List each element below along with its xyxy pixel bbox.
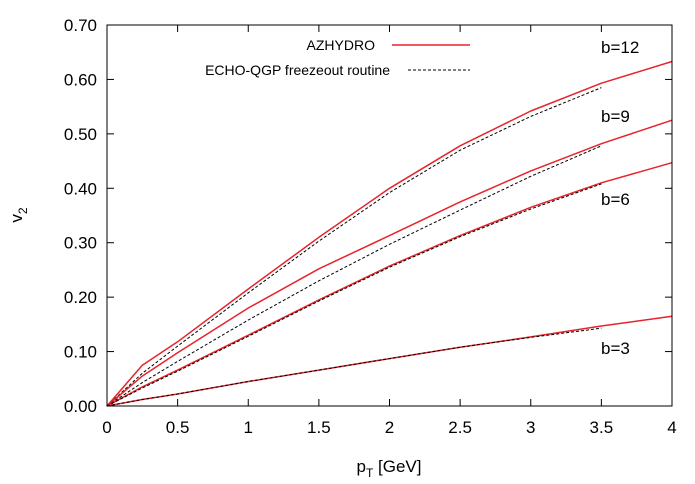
annotation-b12: b=12	[601, 38, 640, 57]
x-tick-label: 1.5	[307, 418, 331, 437]
legend-label-echo-qgp: ECHO-QGP freezeout routine	[205, 62, 390, 78]
y-tick-label: 0.70	[63, 16, 97, 35]
y-tick-label: 0.50	[63, 124, 97, 144]
legend	[205, 37, 470, 78]
y-tick-label: 0.40	[63, 179, 97, 199]
x-axis-title-base: p	[356, 457, 366, 476]
x-axis-title-unit: [GeV]	[373, 457, 422, 476]
y-tick-label: 0.30	[63, 233, 97, 253]
annotation-b9: b=9	[601, 107, 630, 126]
series-layer	[107, 62, 672, 407]
y-axis-title-base: v	[7, 214, 26, 223]
x-tick-label: 4	[667, 418, 677, 437]
ticks-layer	[64, 16, 677, 437]
x-axis-title	[357, 457, 422, 480]
plot-frame	[107, 25, 672, 406]
y-tick-label: 0.10	[63, 342, 97, 362]
x-tick-label: 0.5	[165, 418, 190, 437]
y-tick-label: 0.60	[63, 70, 97, 90]
x-tick-label: 1	[243, 418, 253, 437]
legend-label-azhydro: AZHYDRO	[306, 37, 375, 53]
y-tick-label: 0.20	[63, 288, 97, 308]
annotation-b6: b=6	[601, 190, 630, 209]
y-axis-title-sub: 2	[16, 207, 30, 215]
x-tick-label: 3.5	[589, 418, 614, 437]
y-tick-label: 0.00	[63, 397, 97, 416]
series-line-b12-dashed	[107, 88, 601, 406]
series-line-b9-dashed	[107, 146, 601, 406]
x-tick-label: 2	[384, 418, 395, 437]
series-line-b12-solid	[107, 62, 672, 407]
x-tick-label: 2.5	[448, 418, 472, 437]
series-line-b6-solid	[107, 163, 672, 406]
x-tick-label: 0	[102, 418, 112, 437]
y-axis-title	[7, 207, 30, 223]
x-tick-label: 3	[526, 418, 536, 437]
x-axis-title-sub: T	[365, 466, 374, 480]
annotation-b3: b=3	[601, 339, 630, 358]
